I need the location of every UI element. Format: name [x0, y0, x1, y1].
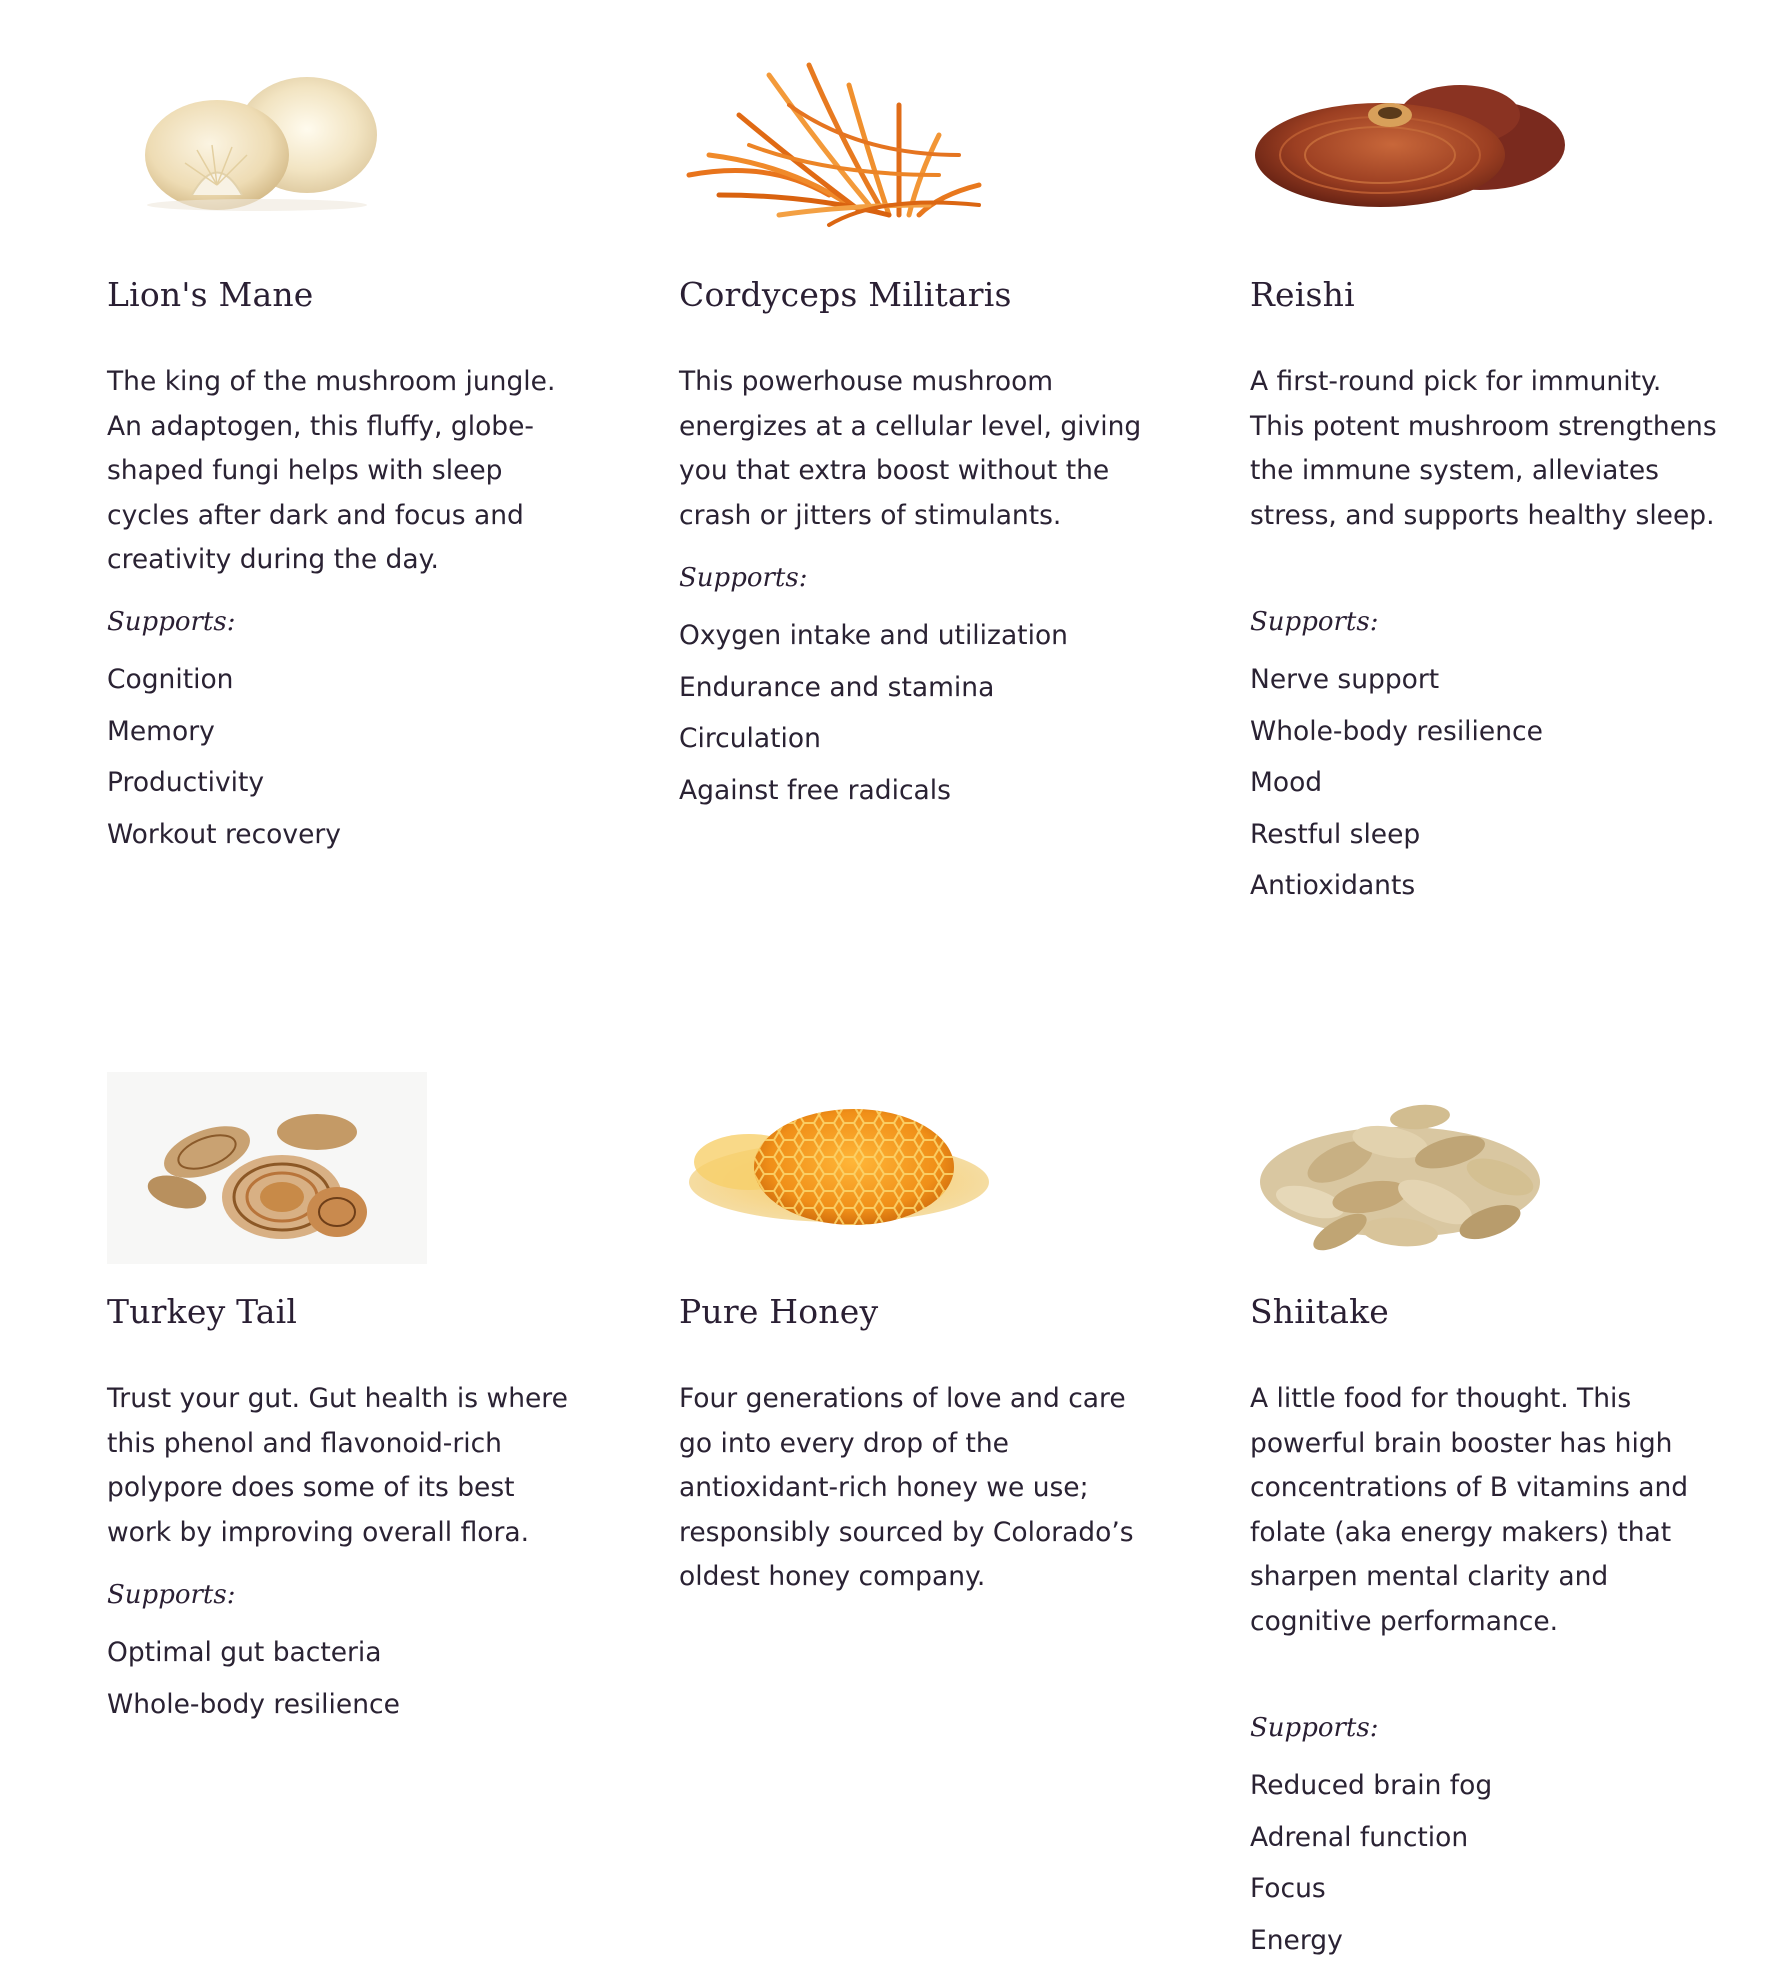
list-item: Mood	[1250, 757, 1543, 809]
supports-list	[1250, 1760, 1492, 1966]
supports-list	[107, 654, 341, 860]
lions-mane-image	[107, 55, 387, 215]
supports-label: Supports:	[1250, 607, 1378, 637]
card-title: Pure Honey	[679, 1292, 878, 1331]
supports-label: Supports:	[1250, 1713, 1378, 1743]
list-item: Memory	[107, 706, 341, 758]
card-title: Lion's Mane	[107, 275, 314, 314]
list-item: Restful sleep	[1250, 809, 1543, 861]
list-item: Antioxidants	[1250, 860, 1543, 912]
list-item: Circulation	[679, 713, 1068, 765]
card-description: A first-round pick for immunity. This potent mushroom strengthens the immune system, alleviates stress, and supports healthy sleep.	[1250, 360, 1720, 538]
list-item: Workout recovery	[107, 809, 341, 861]
card-title: Shiitake	[1250, 1292, 1389, 1331]
card-description: The king of the mushroom jungle. An adaptogen, this fluffy, globe-shaped fungi helps with sleep cycles after dark and focus and creativity during the day.	[107, 360, 577, 583]
cordyceps-image	[679, 55, 999, 235]
list-item: Whole-body resilience	[1250, 706, 1543, 758]
list-item: Cognition	[107, 654, 341, 706]
list-item: Nerve support	[1250, 654, 1543, 706]
card-title: Reishi	[1250, 275, 1355, 314]
honeycomb-image	[679, 1072, 999, 1252]
turkey-tail-image	[107, 1072, 427, 1264]
card-title: Cordyceps Militaris	[679, 275, 1012, 314]
shiitake-image	[1250, 1072, 1570, 1262]
list-item: Against free radicals	[679, 765, 1068, 817]
list-item: Productivity	[107, 757, 341, 809]
list-item: Oxygen intake and utilization	[679, 610, 1068, 662]
card-description: A little food for thought. This powerful brain booster has high concentrations of B vitamins and folate (aka energy makers) that sharpen mental clarity and cognitive performance.	[1250, 1377, 1720, 1644]
card-description: Four generations of love and care go into every drop of the antioxidant-rich honey we use; responsibly sourced by Colorado’s oldest honey company.	[679, 1377, 1149, 1600]
supports-label: Supports:	[107, 1580, 235, 1610]
list-item: Whole-body resilience	[107, 1679, 400, 1731]
card-description: This powerhouse mushroom energizes at a cellular level, giving you that extra boost without the crash or jitters of stimulants.	[679, 360, 1149, 538]
list-item: Reduced brain fog	[1250, 1760, 1492, 1812]
list-item: Adrenal function	[1250, 1812, 1492, 1864]
supports-label: Supports:	[679, 563, 807, 593]
list-item: Optimal gut bacteria	[107, 1627, 400, 1679]
supports-list	[1250, 654, 1543, 912]
supports-list	[107, 1627, 400, 1730]
list-item: Endurance and stamina	[679, 662, 1068, 714]
card-title: Turkey Tail	[107, 1292, 297, 1331]
reishi-image	[1250, 55, 1580, 225]
supports-label: Supports:	[107, 607, 235, 637]
supports-list	[679, 610, 1068, 816]
card-description: Trust your gut. Gut health is where this phenol and flavonoid-rich polypore does some of its best work by improving overall flora.	[107, 1377, 577, 1555]
list-item: Energy	[1250, 1915, 1492, 1966]
list-item: Focus	[1250, 1863, 1492, 1915]
